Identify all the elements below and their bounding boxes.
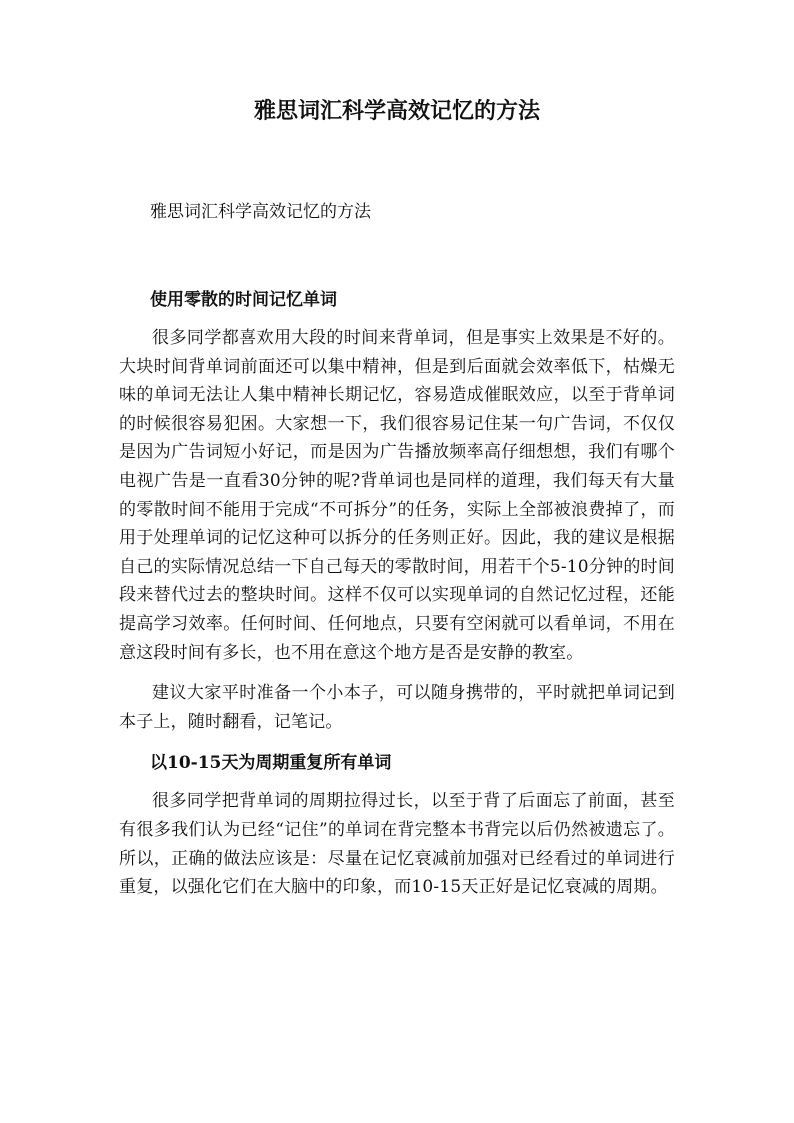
body-paragraph: 建议大家平时准备一个小本子，可以随身携带的，平时就把单词记到本子上，随时翻看，记笔记。 <box>119 683 675 732</box>
section-scattered-time <box>119 285 675 736</box>
body-paragraph: 很多同学把背单词的周期拉得过长，以至于背了后面忘了前面，甚至有很多我们认为已经“记住”的单词在背完整本书背完以后仍然被遗忘了。所以，正确的做法应该是：尽量在记忆衰减前加强对已经看过的单词进行重复，以强化它们在大脑中的印象，而10-15天正好是记忆衰减的周期。 <box>119 791 675 898</box>
section-heading: 以10-15天为周期重复所有单词 <box>150 753 392 774</box>
body-paragraph: 很多同学都喜欢用大段的时间来背单词，但是事实上效果是不好的。大块时间背单词前面还可以集中精神，但是到后面就会效率低下，枯燥无味的单词无法让人集中精神长期记忆，容易造成催眠效应，以至于背单词的时候很容易犯困。大家想一下，我们很容易记住某一句广告词，不仅仅是因为广告词短小好记，而是因为广告播放频率高仔细想想，我们有哪个电视广告是一直看30分钟的呢?背单词也是同样的道理，我们每天有大量的零散时间不能用于完成“不可拆分”的任务，实际上全部被浪费掉了，而用于处理单词的记忆这种可以拆分的任务则正好。因此，我的建议是根据自己的实际情况总结一下自己每天的零散时间，用若干个5-10分钟的时间段来替代过去的整块时间。这样不仅可以实现单词的自然记忆过程，还能提高学习效率。任何时间、任何地点，只要有空闲就可以看单词，不用在意这段时间有多长，也不用在意这个地方是否是安静的教室。 <box>119 328 675 663</box>
document-subtitle: 雅思词汇科学高效记忆的方法 <box>150 202 371 222</box>
section-heading: 使用零散的时间记忆单词 <box>150 290 337 310</box>
section-review-cycle <box>119 748 675 901</box>
document-body <box>119 198 675 914</box>
document-title: 雅思词汇科学高效记忆的方法 <box>253 98 540 124</box>
